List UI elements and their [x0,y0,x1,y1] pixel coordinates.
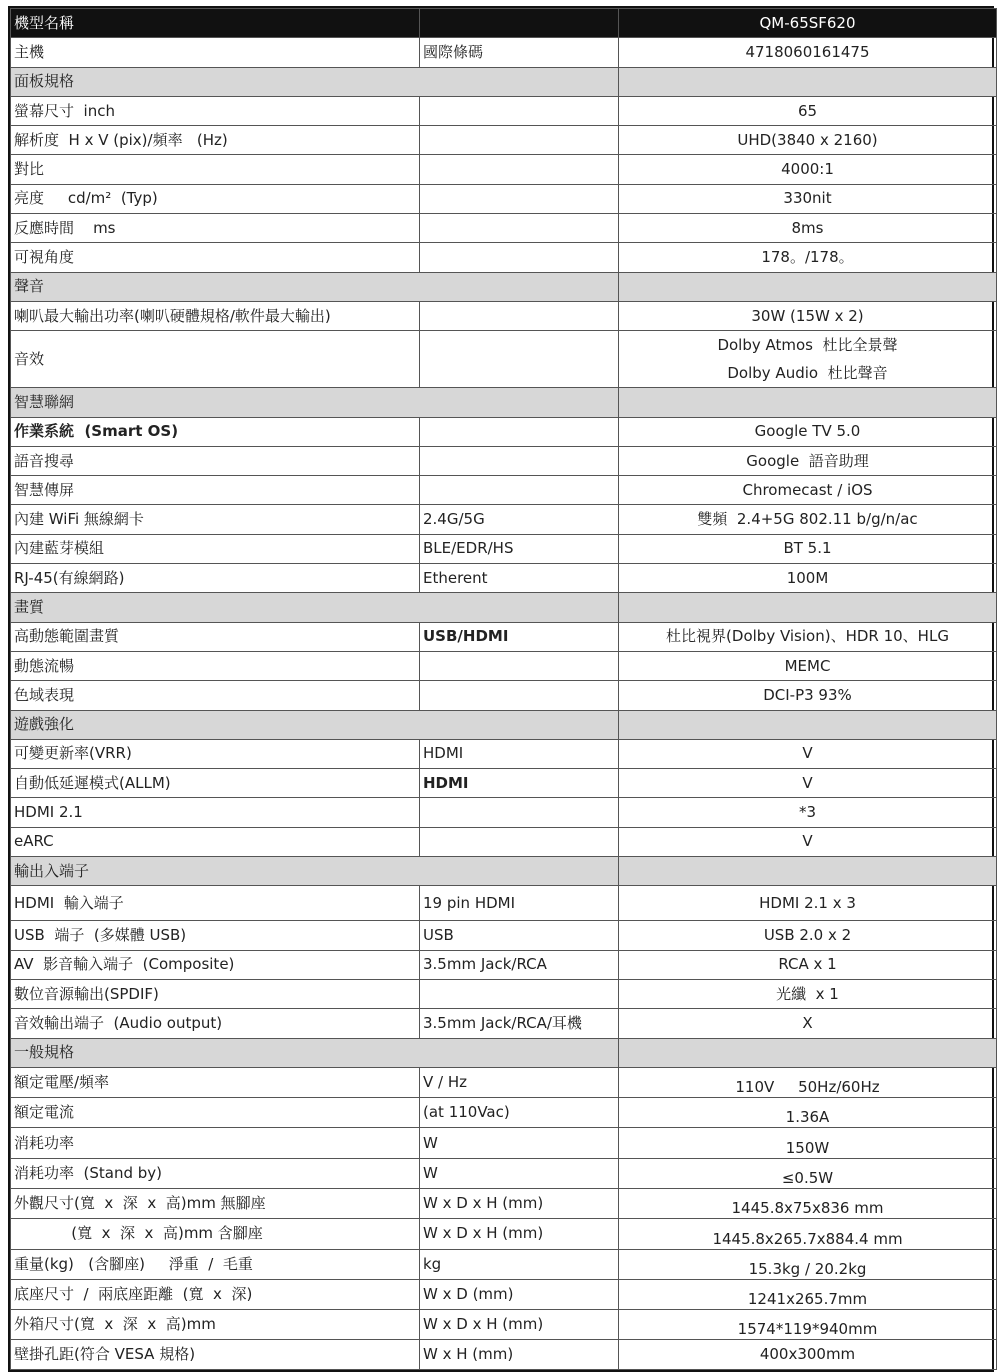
spec-row [11,155,997,184]
spec-interface [420,126,619,155]
spec-row [11,1098,997,1128]
spec-row [11,1128,997,1158]
spec-label: 重量(kg) (含腳座) 淨重 / 毛重 [11,1249,420,1279]
section-title: 智慧聯網 [11,388,619,417]
spec-value: *3 [619,798,997,827]
spec-interface: W x D x H (mm) [420,1310,619,1340]
spec-row [11,921,997,950]
spec-interface [420,979,619,1008]
spec-value: Google TV 5.0 [619,417,997,446]
spec-row [11,950,997,979]
spec-value: 400x300mm [619,1340,997,1369]
spec-interface: (at 110Vac) [420,1098,619,1128]
spec-row [11,681,997,710]
spec-row [11,1249,997,1279]
section-header-row [11,67,997,96]
spec-row [11,1219,997,1249]
section-title: 遊戲強化 [11,710,619,739]
spec-row [11,622,997,651]
spec-value: ≤0.5W [619,1158,997,1188]
section-value-empty [619,272,997,301]
spec-sheet [8,6,994,1372]
spec-label: 作業系統 (Smart OS) [11,417,420,446]
spec-value: X [619,1009,997,1038]
spec-label: 對比 [11,155,420,184]
spec-label: 底座尺寸 / 兩底座距離 (寬 x 深) [11,1279,420,1309]
spec-label: 亮度 cd/m² (Typ) [11,184,420,213]
spec-value: RCA x 1 [619,950,997,979]
spec-label: (寬 x 深 x 高)mm 含腳座 [11,1219,420,1249]
spec-table-body [11,9,997,1370]
section-value-empty [619,67,997,96]
spec-value: 4718060161475 [619,38,997,67]
spec-label: 可視角度 [11,243,420,272]
spec-row [11,1158,997,1188]
spec-row [11,798,997,827]
spec-interface [420,184,619,213]
spec-row [11,476,997,505]
spec-label: HDMI 2.1 [11,798,420,827]
spec-value: Google 語音助理 [619,446,997,475]
spec-label: 消耗功率 (Stand by) [11,1158,420,1188]
spec-row [11,1188,997,1218]
spec-interface [420,417,619,446]
title-spacer [420,9,619,38]
model-number: QM-65SF620 [619,9,997,38]
model-name-label: 機型名稱 [11,9,420,38]
spec-label: 反應時間 ms [11,214,420,243]
spec-interface: W x D x H (mm) [420,1219,619,1249]
spec-interface [420,827,619,856]
spec-interface: V / Hz [420,1067,619,1097]
spec-value: HDMI 2.1 x 3 [619,886,997,921]
section-header-row [11,710,997,739]
spec-row [11,651,997,680]
section-title: 畫質 [11,593,619,622]
spec-value: 30W (15W x 2) [619,301,997,330]
spec-interface [420,96,619,125]
spec-label: HDMI 輸入端子 [11,886,420,921]
spec-label: 外觀尺寸(寬 x 深 x 高)mm 無腳座 [11,1188,420,1218]
section-value-empty [619,710,997,739]
spec-value: Chromecast / iOS [619,476,997,505]
spec-label: 外箱尺寸(寬 x 深 x 高)mm [11,1310,420,1340]
spec-row [11,184,997,213]
spec-row [11,1009,997,1038]
spec-interface: W [420,1128,619,1158]
spec-interface: USB/HDMI [420,622,619,651]
spec-value-line: Dolby Atmos 杜比全景聲 [717,336,898,355]
spec-value: V [619,769,997,798]
spec-label: 智慧傳屏 [11,476,420,505]
section-value-empty [619,857,997,886]
spec-row [11,96,997,125]
spec-value-line: Dolby Audio 杜比聲音 [727,364,888,383]
spec-value: 光纖 x 1 [619,979,997,1008]
title-row [11,9,997,38]
spec-interface: W [420,1158,619,1188]
spec-interface [420,651,619,680]
spec-label: RJ-45(有線網路) [11,564,420,593]
spec-row [11,886,997,921]
spec-value: 100M [619,564,997,593]
spec-value: 1574*119*940mm [619,1310,997,1340]
section-header-row [11,1038,997,1067]
spec-interface: 19 pin HDMI [420,886,619,921]
section-title: 面板規格 [11,67,619,96]
spec-value: DCI-P3 93% [619,681,997,710]
spec-value: 4000:1 [619,155,997,184]
spec-row [11,243,997,272]
spec-interface: HDMI [420,739,619,768]
spec-label: 自動低延遲模式(ALLM) [11,769,420,798]
spec-label: 數位音源輸出(SPDIF) [11,979,420,1008]
spec-label: 色域表現 [11,681,420,710]
spec-row [11,534,997,563]
spec-value: 1445.8x265.7x884.4 mm [619,1219,997,1249]
spec-value: MEMC [619,651,997,680]
spec-label: 音效輸出端子 (Audio output) [11,1009,420,1038]
spec-interface: 2.4G/5G [420,505,619,534]
spec-value: BT 5.1 [619,534,997,563]
spec-label: AV 影音輸入端子 (Composite) [11,950,420,979]
spec-interface [420,476,619,505]
spec-label: 壁掛孔距(符合 VESA 規格) [11,1340,420,1369]
spec-interface: 3.5mm Jack/RCA [420,950,619,979]
spec-value: 150W [619,1128,997,1158]
spec-value [619,331,997,388]
section-title: 輸出入端子 [11,857,619,886]
spec-value: 1.36A [619,1098,997,1128]
spec-row [11,331,997,388]
spec-label: 音效 [11,331,420,388]
spec-value: 8ms [619,214,997,243]
spec-value: V [619,827,997,856]
spec-row [11,505,997,534]
section-header-row [11,593,997,622]
spec-row [11,1067,997,1097]
spec-row [11,417,997,446]
spec-interface: BLE/EDR/HS [420,534,619,563]
spec-label: 消耗功率 [11,1128,420,1158]
spec-value: 110V 50Hz/60Hz [619,1067,997,1097]
spec-row [11,1310,997,1340]
spec-row [11,214,997,243]
spec-label: 主機 [11,38,420,67]
spec-label: 高動態範圍畫質 [11,622,420,651]
spec-row [11,769,997,798]
spec-interface [420,446,619,475]
spec-row [11,301,997,330]
spec-value: 雙頻 2.4+5G 802.11 b/g/n/ac [619,505,997,534]
spec-label: 額定電壓/頻率 [11,1067,420,1097]
spec-label: USB 端子 (多媒體 USB) [11,921,420,950]
spec-interface [420,798,619,827]
spec-row [11,979,997,1008]
spec-interface [420,155,619,184]
spec-value: 330nit [619,184,997,213]
spec-value: V [619,739,997,768]
section-value-empty [619,1038,997,1067]
section-header-row [11,857,997,886]
spec-label: 喇叭最大輸出功率(喇叭硬體規格/軟件最大輸出) [11,301,420,330]
spec-interface: USB [420,921,619,950]
spec-row [11,446,997,475]
spec-value: 1241x265.7mm [619,1279,997,1309]
spec-label: 語音搜尋 [11,446,420,475]
section-header-row [11,272,997,301]
spec-row [11,38,997,67]
spec-interface [420,214,619,243]
spec-row [11,564,997,593]
spec-label: 內建藍芽模組 [11,534,420,563]
spec-label: 可變更新率(VRR) [11,739,420,768]
spec-interface: 國際條碼 [420,38,619,67]
spec-label: 螢幕尺寸 inch [11,96,420,125]
spec-value: 65 [619,96,997,125]
spec-value: 杜比視界(Dolby Vision)、HDR 10、HLG [619,622,997,651]
spec-table [10,8,997,1370]
spec-value: 178。/178。 [619,243,997,272]
spec-interface [420,243,619,272]
spec-value: 15.3kg / 20.2kg [619,1249,997,1279]
spec-row [11,1340,997,1369]
spec-row [11,739,997,768]
spec-interface: HDMI [420,769,619,798]
spec-interface [420,301,619,330]
spec-value: 1445.8x75x836 mm [619,1188,997,1218]
section-value-empty [619,388,997,417]
spec-label: 動態流暢 [11,651,420,680]
spec-interface: kg [420,1249,619,1279]
spec-row [11,1279,997,1309]
spec-value: USB 2.0 x 2 [619,921,997,950]
section-title: 一般規格 [11,1038,619,1067]
spec-label: 解析度 H x V (pix)/頻率 (Hz) [11,126,420,155]
spec-label: 內建 WiFi 無線網卡 [11,505,420,534]
spec-interface: W x D (mm) [420,1279,619,1309]
section-title: 聲音 [11,272,619,301]
section-value-empty [619,593,997,622]
spec-interface [420,681,619,710]
spec-label: 額定電流 [11,1098,420,1128]
spec-interface: W x H (mm) [420,1340,619,1369]
spec-row [11,126,997,155]
spec-row [11,827,997,856]
spec-interface: Etherent [420,564,619,593]
section-header-row [11,388,997,417]
spec-interface [420,331,619,388]
spec-interface: W x D x H (mm) [420,1188,619,1218]
spec-label: eARC [11,827,420,856]
spec-value: UHD(3840 x 2160) [619,126,997,155]
spec-interface: 3.5mm Jack/RCA/耳機 [420,1009,619,1038]
